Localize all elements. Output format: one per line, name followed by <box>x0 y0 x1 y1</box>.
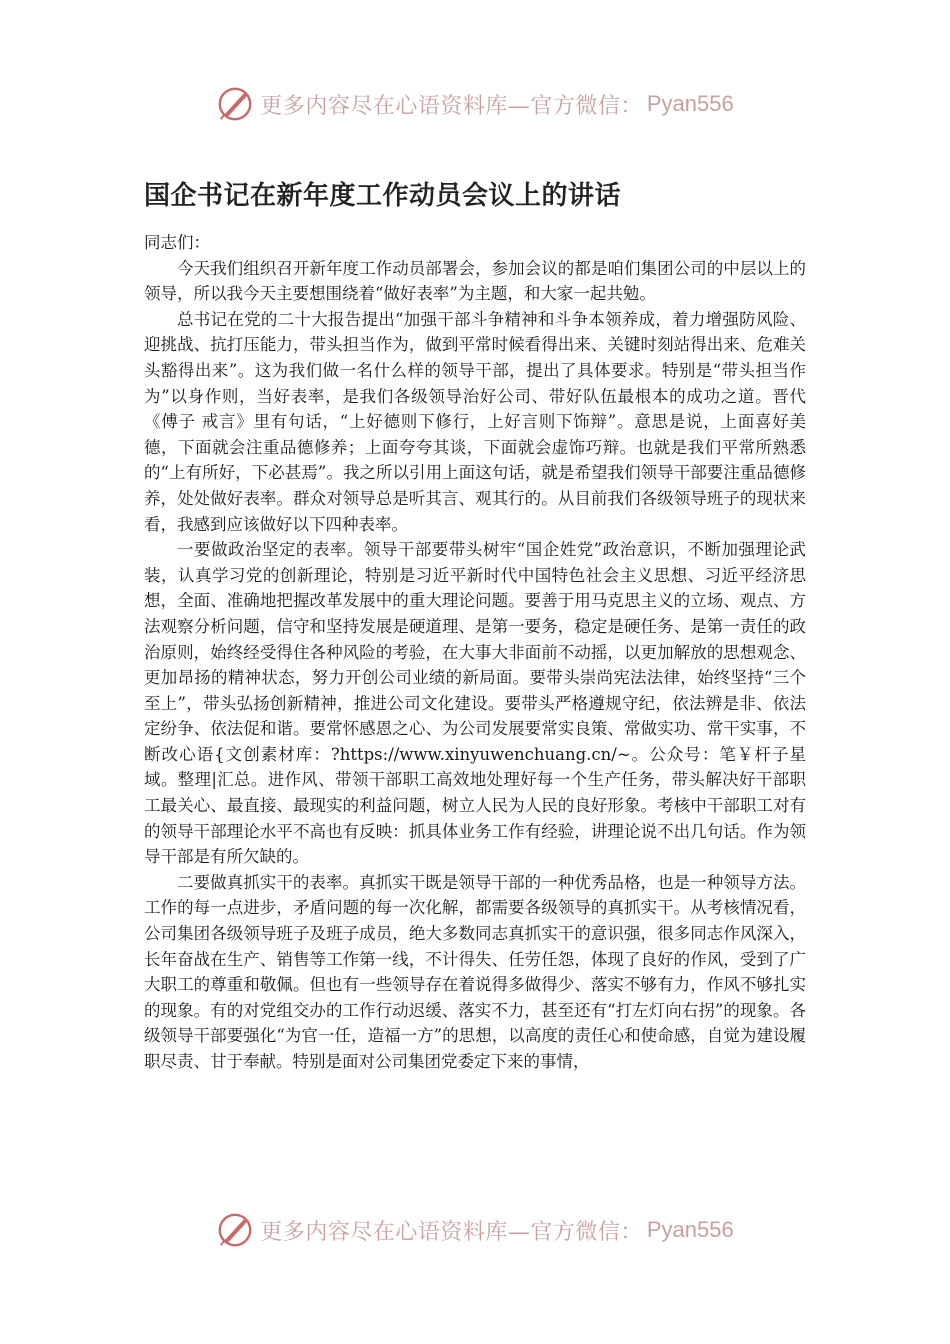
paragraph: 总书记在党的二十大报告提出“加强干部斗争精神和斗争本领养成，着力增强防风险、迎挑战、抗打压能力，带头担当作为，做到平常时候看得出来、关键时刻站得出来、危难关头豁得出来”。这为我们做一名什么样的领导干部，提出了具体要求。特别是“带头担当作为”以身作则，当好表率，是我们各级领导治好公司、带好队伍最根本的成功之道。晋代《傅子 戒言》里有句话，“上好德则下修行，上好言则下饰辩”。意思是说，上面喜好美德，下面就会注重品德修养；上面夸夸其谈，下面就会虚饰巧辩。也就是我们平常所熟悉的“上有所好，下必甚焉”。我之所以引用上面这句话，就是希望我们领导干部要注重品德修养，处处做好表率。群众对领导总是听其言、观其行的。从目前我们各级领导班子的现状来看，我感到应该做好以下四种表率。 <box>144 309 806 534</box>
paragraph: 二要做真抓实干的表率。真抓实干既是领导干部的一种优秀品格，也是一种领导方法。工作的每一点进步，矛盾问题的每一次化解，都需要各级领导的真抓实干。从考核情况看，公司集团各级领导班子及班子成员，绝大多数同志真抓实干的意识强，很多同志作风深入，长年奋战在生产、销售等工作第一线，不计得失、任劳任怨，体现了良好的作风，受到了广大职工的尊重和敬佩。但也有一些领导存在着说得多做得少、落实不够有力，作风不够扎实的现象。有的对党组交办的工作行动迟缓、落实不力，甚至还有“打左灯向右拐”的现象。各级领导干部要强化“为官一任，造福一方”的思想，以高度的责任心和使命感，自觉为建设履职尽责、甘于奉献。特别是面对公司集团党委定下来的事情， <box>144 872 806 1071</box>
watermark-text: 更多内容尽在心语资料库—官方微信： <box>260 93 643 119</box>
header-watermark-banner <box>0 82 950 126</box>
paragraph: 今天我们组织召开新年度工作动员部署会，参加会议的都是咱们集团公司的中层以上的领导，所以我今天主要想围绕着“做好表率”为主题，和大家一起共勉。 <box>144 258 806 304</box>
watermark-handle: Pyan556 <box>646 1217 734 1242</box>
watermark-handle: Pyan556 <box>646 91 734 116</box>
document-body <box>144 230 806 1075</box>
quill-pen-logo-icon <box>216 1211 254 1249</box>
footer-watermark-banner <box>0 1208 950 1252</box>
quill-pen-logo-icon <box>216 85 254 123</box>
paragraph: 一要做政治坚定的表率。领导干部要带头树牢“国企姓党”政治意识，不断加强理论武装，认真学习党的创新理论，特别是习近平新时代中国特色社会主义思想、习近平经济思想，全面、准确地把握改革发展中的重大理论问题。要善于用马克思主义的立场、观点、方法观察分析问题，信守和坚持发展是硬道理、是第一要务，稳定是硬任务、是第一责任的政治原则，始终经受得住各种风险的考验，在大事大非面前不动摇，以更加解放的思想观念、更加昂扬的精神状态，努力开创公司业绩的新局面。要带头崇尚宪法法律，始终坚持“三个至上”，带头弘扬创新精神，推进公司文化建设。要带头严格遵规守纪，依法辨是非、依法定纷争、依法促和谐。要常怀感恩之心、为公司发展要常实良策、常做实功、常干实事，不断改心语{文创素材库：?https://www.xinyuwenchuang.cn/~。公众号：笔￥杆子星域。整理|汇总。进作风、带领干部职工高效地处理好每一个生产任务，带头解决好干部职工最关心、最直接、最现实的利益问题，树立人民为人民的良好形象。考核中干部职工对有的领导干部理论水平不高也有反映：抓具体业务工作有经验，讲理论说不出几句话。作为领导干部是有所欠缺的。 <box>144 540 806 867</box>
watermark-text: 更多内容尽在心语资料库—官方微信： <box>260 1219 643 1245</box>
document-title: 国企书记在新年度工作动员会议上的讲话 <box>144 181 622 211</box>
greeting: 同志们： <box>144 233 210 252</box>
